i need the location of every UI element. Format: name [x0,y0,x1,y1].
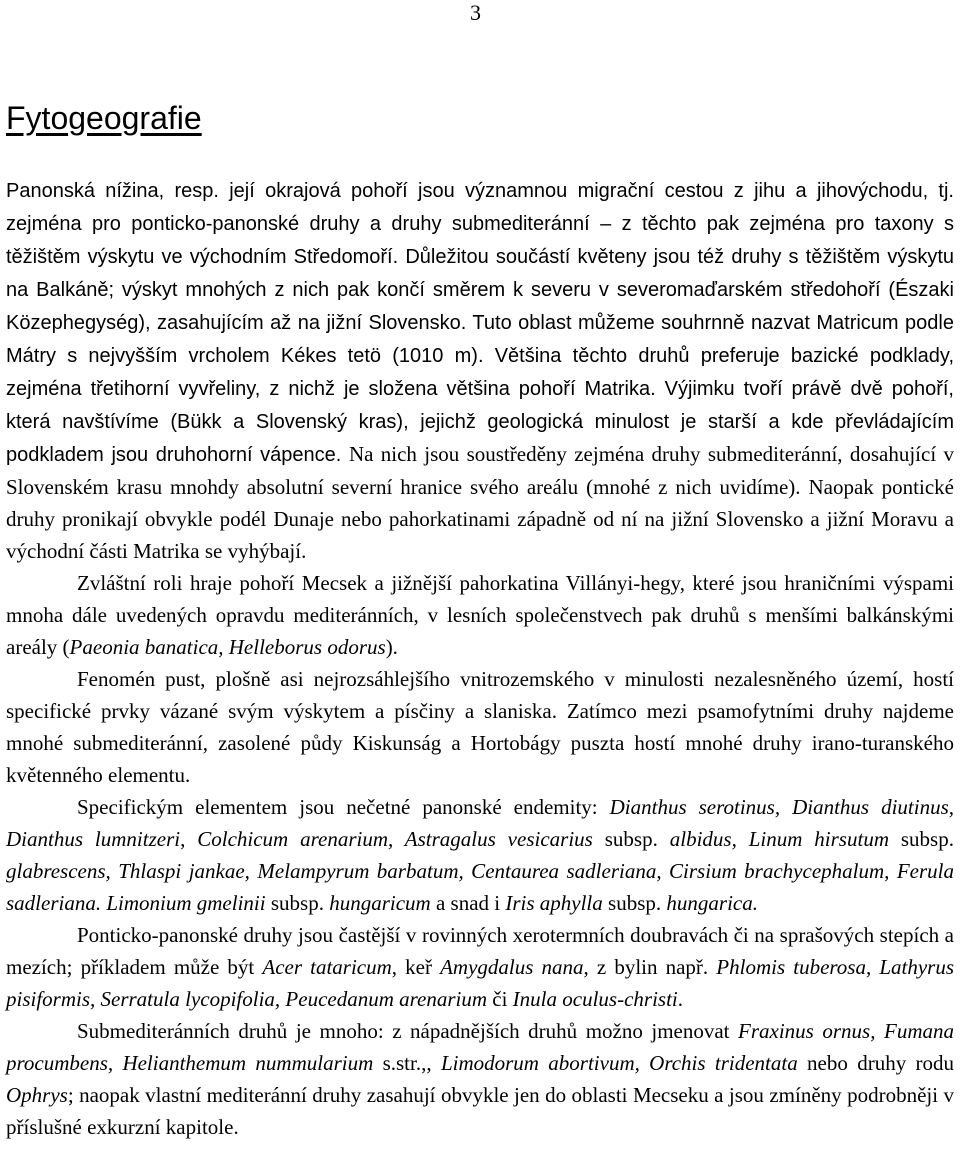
text-span: Submediteránních druhů je mnoho: z nápadnějších druhů možno jmenovat [77,1019,739,1043]
body-text [6,174,954,1143]
text-span: Ponticko-panonské druhy jsou častější v rovinných xerotermních doubravách či na sprašových stepích a mezích; příkladem může být [6,923,954,979]
text-span: subsp. [888,827,954,851]
text-span: a snad i [430,891,506,915]
text-span: Většina těchto druhů preferuje bazické podklady, zejména třetihorní vyvřeliny, z nichž je složena většina pohoří Matrika. Výjimku tvoří právě dvě pohoří, která navštívíme (Bükk a Slovenský kras), jejichž geologická minulost je starší a kde převládajícím podkladem jsou druhohorní vápence. [6,345,954,466]
text-span: s.str.,, [373,1051,441,1075]
species-name: Fraxinus ornus, Fumana procumbens, Helianthemum nummularium [6,1019,954,1075]
paragraph-endemics [6,791,954,919]
text-span: , z bylin např. [583,955,717,979]
page-title: Fytogeografie [6,100,202,136]
species-name: Dianthus serotinus, Dianthus diutinus, Dianthus lumnitzeri, Colchicum arenarium, Astragalus vesicarius [6,795,954,851]
text-span: Panonská nížina, resp. její okrajová pohoří jsou významnou migrační cestou z jihu a jihovýchodu, tj. zejména pro ponticko-panonské druhy a druhy submediteránní – z těchto pak zejména pro taxony s těžištěm výskytu ve východním Středomoří. [6,180,954,268]
text-span: nebo druhy rodu [797,1051,955,1075]
text-span: ; naopak vlastní mediteránní druhy zasahují obvykle jen do oblasti Mecseku a jsou zmíněny podrobněji v příslušné exkurzní kapitole. [6,1083,954,1139]
text-span: Zvláštní roli hraje pohoří Mecsek a jižnější pahorkatina Villányi-hegy, které jsou hraničními výspami mnoha dále uvedených opravdu mediteránních, v lesních společenstvech pak druhů s menšími balkánskými areály ( [6,571,954,659]
text-span: . [677,987,683,1011]
text-span: Specifickým elementem jsou nečetné panonské endemity: [77,795,610,819]
text-span: Naopak pontické druhy pronikají obvykle podél Dunaje nebo pahorkatinami západně od ní na jižní Slovensko a jižní Moravu a východní části Matrika se vyhýbají. [6,475,954,563]
text-span: subsp. [265,891,330,915]
species-name: albidus, Linum hirsutum [669,827,889,851]
paragraph-mecsek [6,567,954,663]
species-name: Phlomis tuberosa, Lathyrus pisiformis, Serratula lycopifolia, Peucedanum arenarium [6,955,955,1011]
text-span: Na nich jsou soustředěny zejména druhy submediteránní, dosahující v Slovenském krasu mnohdy absolutní severní hranice svého areálu (mnohé z nich uvidíme). [6,442,954,499]
text-span: subsp. [602,891,667,915]
text-span: Fenomén pust, plošně asi nejrozsáhlejšího vnitrozemského v minulosti nezalesněného území, hostí specifické prvky vázané svým výskytem a písčiny a slaniska. Zatímco mezi psamofytními druhy najdeme mnohé submediteránní, zasolené půdy Kiskunság a Hortobágy puszta hostí mnohé druhy irano-turanského květenného elementu. [6,667,954,787]
species-name: hungarica. [666,891,758,915]
species-name: Acer tataricum [262,955,392,979]
paragraph-submediterranean [6,1015,954,1143]
species-name: Inula oculus-christi [512,987,678,1011]
text-span: ). [385,635,398,659]
paragraph-intro [6,174,954,567]
species-name: Ophrys [6,1083,68,1107]
species-name: Iris aphylla [505,891,603,915]
species-name: glabrescens, Thlaspi jankae, Melampyrum barbatum, Centaurea sadleriana, Cirsium brachycephalum, Ferula sadleriana. Limonium gmelinii [6,859,954,915]
paragraph-puszta [6,663,954,791]
text-span: , keř [391,955,441,979]
species-name: Limodorum abortivum, Orchis tridentata [440,1051,798,1075]
species-name: Amygdalus nana [440,955,584,979]
species-name: hungaricum [329,891,431,915]
species-name: Paeonia banatica, Helleborus odorus [69,635,386,659]
text-span: či [487,987,513,1011]
text-span: subsp. [592,827,670,851]
text-span: Důležitou součástí květeny jsou též druhy s těžištěm výskytu na Balkáně; výskyt mnohých z nich pak končí směrem k severu v severomaďarském středohoří (Északi Közephegység), zasahujícím až na jižní Slovensko. Tuto oblast můžeme souhrnně nazvat Matricum podle Mátry s nejvyšším vrcholem Kékes tetö (1010 m). [6,246,954,367]
page-number: 3 [470,0,481,25]
paragraph-ponto-pannonian [6,919,954,1015]
